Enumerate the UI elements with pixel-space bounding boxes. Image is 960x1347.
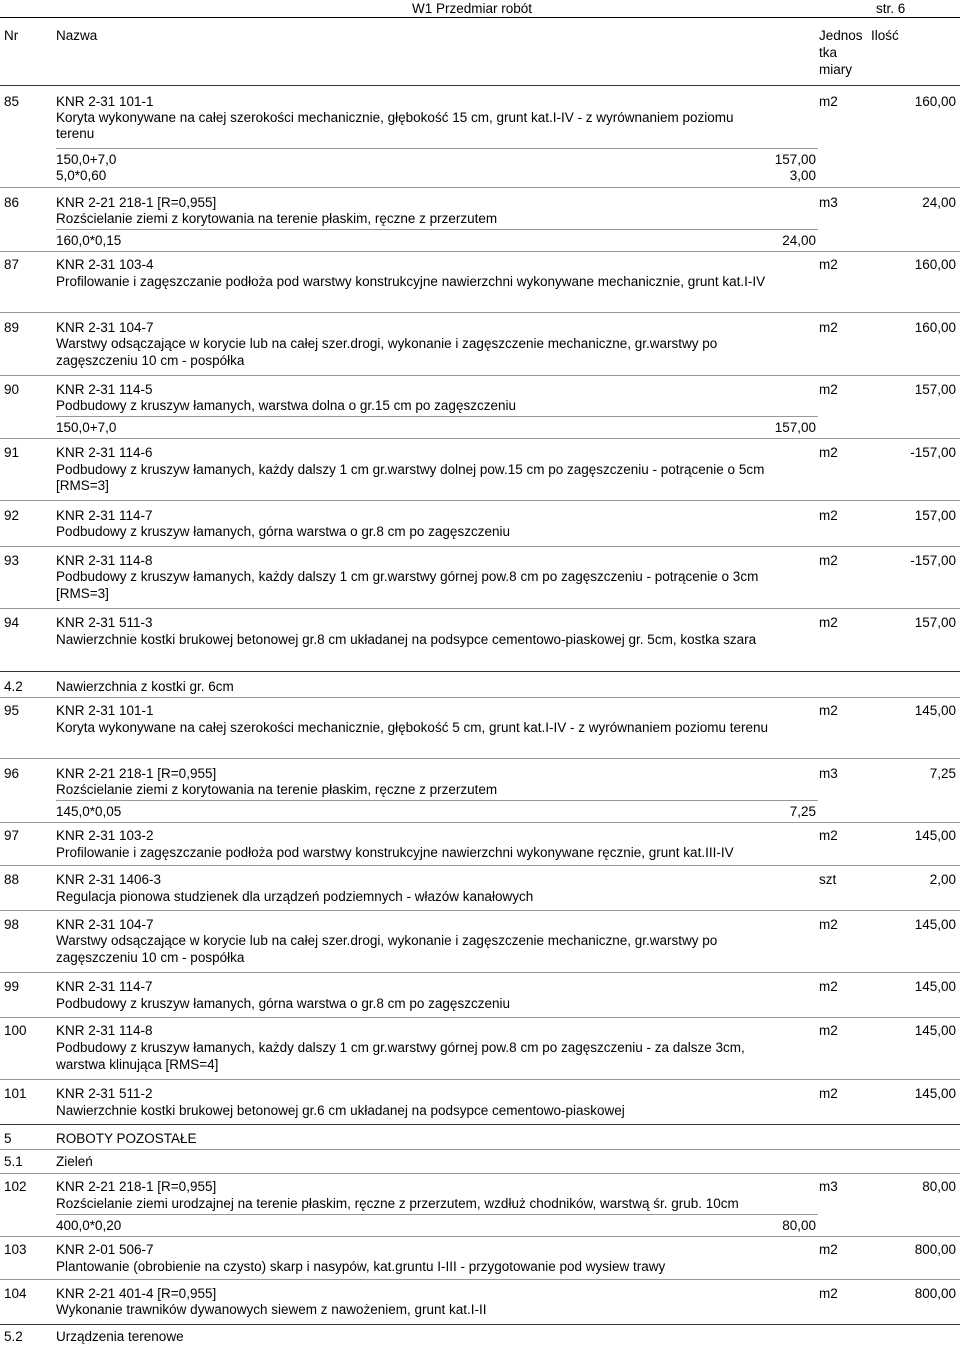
row-qty: -157,00 [910,553,956,568]
row-unit: m2 [819,508,838,523]
row-nr: 104 [4,1286,27,1301]
row-nr: 103 [4,1242,27,1257]
section-separator [0,1124,960,1125]
row-desc: Podbudowy z kruszyw łamanych, każdy dalszy 1 cm gr.warstwy górnej pow.8 cm po zagęszczeniu - potrącenie o 3cm [56,569,759,584]
row-desc: Warstwy odsączające w korycie lub na całej szer.drogi, wykonanie i zagęszczenie mechaniczne, gr.warstwy po [56,336,718,351]
calc-expr: 150,0+7,0 [56,420,117,435]
row-desc: Rozścielanie ziemi urodzajnej na terenie płaskim, ręczne z przerzutem, wzdłuż chodników, warstwą śr. grub. 10cm [56,1196,739,1211]
row-separator [0,910,960,911]
row-desc-cont: [RMS=3] [56,586,109,601]
row-code: KNR 2-31 101-1 [56,94,154,109]
row-nr: 85 [4,94,20,109]
calc-value: 80,00 [782,1218,816,1233]
row-qty: 160,00 [914,257,956,272]
row-desc: Podbudowy z kruszyw łamanych, każdy dalszy 1 cm gr.warstwy dolnej pow.15 cm po zagęszczeniu - potrącenie o 5cm [56,462,765,477]
row-nr: 92 [4,508,20,523]
row-separator [0,1149,960,1150]
section-separator [0,671,960,672]
row-desc: Koryta wykonywane na całej szerokości mechanicznie, głębokość 15 cm, grunt kat.I-IV - z wyrównaniem poziomu [56,110,734,125]
row-separator [0,187,960,188]
row-nr: 98 [4,917,20,932]
row-qty: 157,00 [914,382,956,397]
row-separator [0,1079,960,1080]
row-desc: Regulacja pionowa studzienek dla urządzeń podziemnych - włazów kanałowych [56,889,534,904]
row-desc-cont: terenu [56,126,95,141]
row-desc: Profilowanie i zagęszczanie podłoża pod warstwy konstrukcyjne nawierzchni wykonywane ręcznie, grunt kat.III-IV [56,845,734,860]
row-desc: Rozścielanie ziemi z korytowania na terenie płaskim, ręczne z przerzutem [56,211,498,226]
row-desc: Podbudowy z kruszyw łamanych, górna warstwa o gr.8 cm po zagęszczeniu [56,524,510,539]
row-separator [0,251,960,252]
row-unit: m2 [819,828,838,843]
row-desc: Rozścielanie ziemi z korytowania na terenie płaskim, ręczne z przerzutem [56,782,498,797]
row-nr: 93 [4,553,20,568]
row-qty: 145,00 [914,703,956,718]
row-qty: 145,00 [914,1023,956,1038]
row-desc: Nawierzchnie kostki brukowej betonowej gr.6 cm układanej na podsypce cementowo-piaskowej [56,1103,625,1118]
row-desc: Plantowanie (obrobienie na czysto) skarp i nasypów, kat.gruntu I-III - przygotowanie pod wysiew trawy [56,1259,666,1274]
row-qty: 160,00 [914,320,956,335]
row-nr: 97 [4,828,20,843]
row-separator [0,758,960,759]
calc-rule [56,1214,818,1215]
column-header-unit-1: Jednos [819,28,863,43]
row-code: KNR 2-31 1406-3 [56,872,162,887]
row-separator [0,546,960,547]
row-unit: m2 [819,94,838,109]
row-code: KNR 2-31 114-8 [56,553,153,568]
row-desc-cont: [RMS=3] [56,478,109,493]
row-nr: 91 [4,445,20,460]
row-code: KNR 2-31 511-3 [56,615,153,630]
calc-value: 3,00 [789,168,816,183]
row-code: KNR 2-01 506-7 [56,1242,154,1257]
row-nr: 95 [4,703,20,718]
row-separator [0,1279,960,1280]
calc-expr: 160,0*0,15 [56,233,122,248]
row-code: KNR 2-31 114-7 [56,508,153,523]
header-rule [0,17,960,18]
row-separator [0,608,960,609]
row-qty: 160,00 [914,94,956,109]
row-code: KNR 2-31 114-6 [56,445,153,460]
row-code: KNR 2-31 101-1 [56,703,154,718]
section-title: Zieleń [56,1154,93,1169]
column-header-qty: Ilość [871,28,899,43]
row-qty: 24,00 [922,195,956,210]
row-code: KNR 2-31 114-7 [56,979,153,994]
row-separator [0,972,960,973]
row-separator [0,865,960,866]
row-code: KNR 2-31 104-7 [56,320,154,335]
row-unit: m2 [819,553,838,568]
row-qty: 2,00 [929,872,956,887]
row-desc: Podbudowy z kruszyw łamanych, każdy dalszy 1 cm gr.warstwy górnej pow.8 cm po zagęszczeniu - za dalsze 3cm, [56,1040,745,1055]
row-desc-cont: zagęszczeniu 10 cm - pospółka [56,353,245,368]
row-code: KNR 2-21 401-4 [R=0,955] [56,1286,217,1301]
row-code: KNR 2-31 103-4 [56,257,154,272]
row-desc: Warstwy odsączające w korycie lub na całej szer.drogi, wykonanie i zagęszczenie mechaniczne, gr.warstwy po [56,933,718,948]
row-nr: 90 [4,382,20,397]
column-header-name: Nazwa [56,28,98,43]
row-qty: 145,00 [914,1086,956,1101]
row-nr: 94 [4,615,20,630]
calc-rule [56,229,818,230]
row-unit: m2 [819,615,838,630]
row-nr: 88 [4,872,20,887]
row-unit: m2 [819,1086,838,1101]
row-nr: 101 [4,1086,27,1101]
row-code: KNR 2-31 114-5 [56,382,153,397]
row-separator [0,822,960,823]
row-qty: -157,00 [910,445,956,460]
row-nr: 87 [4,257,20,272]
row-desc: Profilowanie i zagęszczanie podłoża pod warstwy konstrukcyjne nawierzchni wykonywane mechanicznie, grunt kat.I-IV [56,274,766,289]
row-qty: 157,00 [914,508,956,523]
row-unit: m2 [819,257,838,272]
row-qty: 7,25 [929,766,956,781]
calc-rule [56,800,818,801]
row-qty: 145,00 [914,828,956,843]
row-unit: szt [819,872,837,887]
row-code: KNR 2-31 511-2 [56,1086,153,1101]
row-code: KNR 2-31 103-2 [56,828,154,843]
row-nr: 102 [4,1179,27,1194]
calc-expr: 400,0*0,20 [56,1218,122,1233]
section-nr: 5 [4,1131,12,1146]
row-desc: Nawierzchnie kostki brukowej betonowej gr.8 cm układanej na podsypce cementowo-piaskowej gr. 5cm, kostka szara [56,632,757,647]
section-title: Nawierzchnia z kostki gr. 6cm [56,679,234,694]
row-nr: 96 [4,766,20,781]
row-code: KNR 2-21 218-1 [R=0,955] [56,1179,217,1194]
row-unit: m3 [819,1179,838,1194]
row-separator [0,1017,960,1018]
row-qty: 800,00 [914,1286,956,1301]
document-title: W1 Przedmiar robót [412,1,533,16]
row-unit: m2 [819,979,838,994]
row-nr: 100 [4,1023,27,1038]
row-unit: m2 [819,1242,838,1257]
calc-value: 7,25 [789,804,816,819]
section-title: Urządzenia terenowe [56,1329,184,1344]
column-header-unit-2: tka [819,45,838,60]
section-separator [0,1324,960,1325]
row-separator [0,1173,960,1174]
row-separator [0,438,960,439]
row-nr: 99 [4,979,20,994]
row-unit: m2 [819,1023,838,1038]
calc-value: 157,00 [774,420,816,435]
column-header-nr: Nr [4,28,19,43]
row-nr: 89 [4,320,20,335]
calc-value: 157,00 [774,152,816,167]
calc-expr: 5,0*0,60 [56,168,107,183]
row-desc-cont: warstwa klinująca [RMS=4] [56,1057,219,1072]
section-title: ROBOTY POZOSTAŁE [56,1131,197,1146]
row-separator [0,1236,960,1237]
row-qty: 145,00 [914,917,956,932]
row-unit: m2 [819,445,838,460]
row-code: KNR 2-31 104-7 [56,917,154,932]
row-code: KNR 2-21 218-1 [R=0,955] [56,766,217,781]
row-desc-cont: zagęszczeniu 10 cm - pospółka [56,950,245,965]
header-bottom-rule [0,85,960,86]
calc-rule [56,148,818,149]
row-desc: Koryta wykonywane na całej szerokości mechanicznie, głębokość 5 cm, grunt kat.I-IV - z wyrównaniem poziomu terenu [56,720,769,735]
calc-expr: 150,0+7,0 [56,152,117,167]
row-desc: Wykonanie trawników dywanowych siewem z nawożeniem, grunt kat.I-II [56,1302,487,1317]
row-desc: Podbudowy z kruszyw łamanych, górna warstwa o gr.8 cm po zagęszczeniu [56,996,510,1011]
row-separator [0,500,960,501]
row-unit: m3 [819,195,838,210]
row-unit: m2 [819,917,838,932]
calc-expr: 145,0*0,05 [56,804,122,819]
section-nr: 5.1 [4,1154,23,1169]
column-header-unit-3: miary [819,62,852,77]
row-code: KNR 2-21 218-1 [R=0,955] [56,195,217,210]
row-separator [0,312,960,313]
calc-value: 24,00 [782,233,816,248]
row-qty: 80,00 [922,1179,956,1194]
row-unit: m3 [819,766,838,781]
row-nr: 86 [4,195,20,210]
row-code: KNR 2-31 114-8 [56,1023,153,1038]
calc-rule [56,416,818,417]
row-separator [0,375,960,376]
row-unit: m2 [819,703,838,718]
section-nr: 5.2 [4,1329,23,1344]
row-qty: 157,00 [914,615,956,630]
row-separator [0,697,960,698]
row-desc: Podbudowy z kruszyw łamanych, warstwa dolna o gr.15 cm po zagęszczeniu [56,398,516,413]
page-number: str. 6 [876,1,906,16]
row-qty: 145,00 [914,979,956,994]
row-unit: m2 [819,1286,838,1301]
section-nr: 4.2 [4,679,23,694]
row-qty: 800,00 [914,1242,956,1257]
row-unit: m2 [819,320,838,335]
row-unit: m2 [819,382,838,397]
